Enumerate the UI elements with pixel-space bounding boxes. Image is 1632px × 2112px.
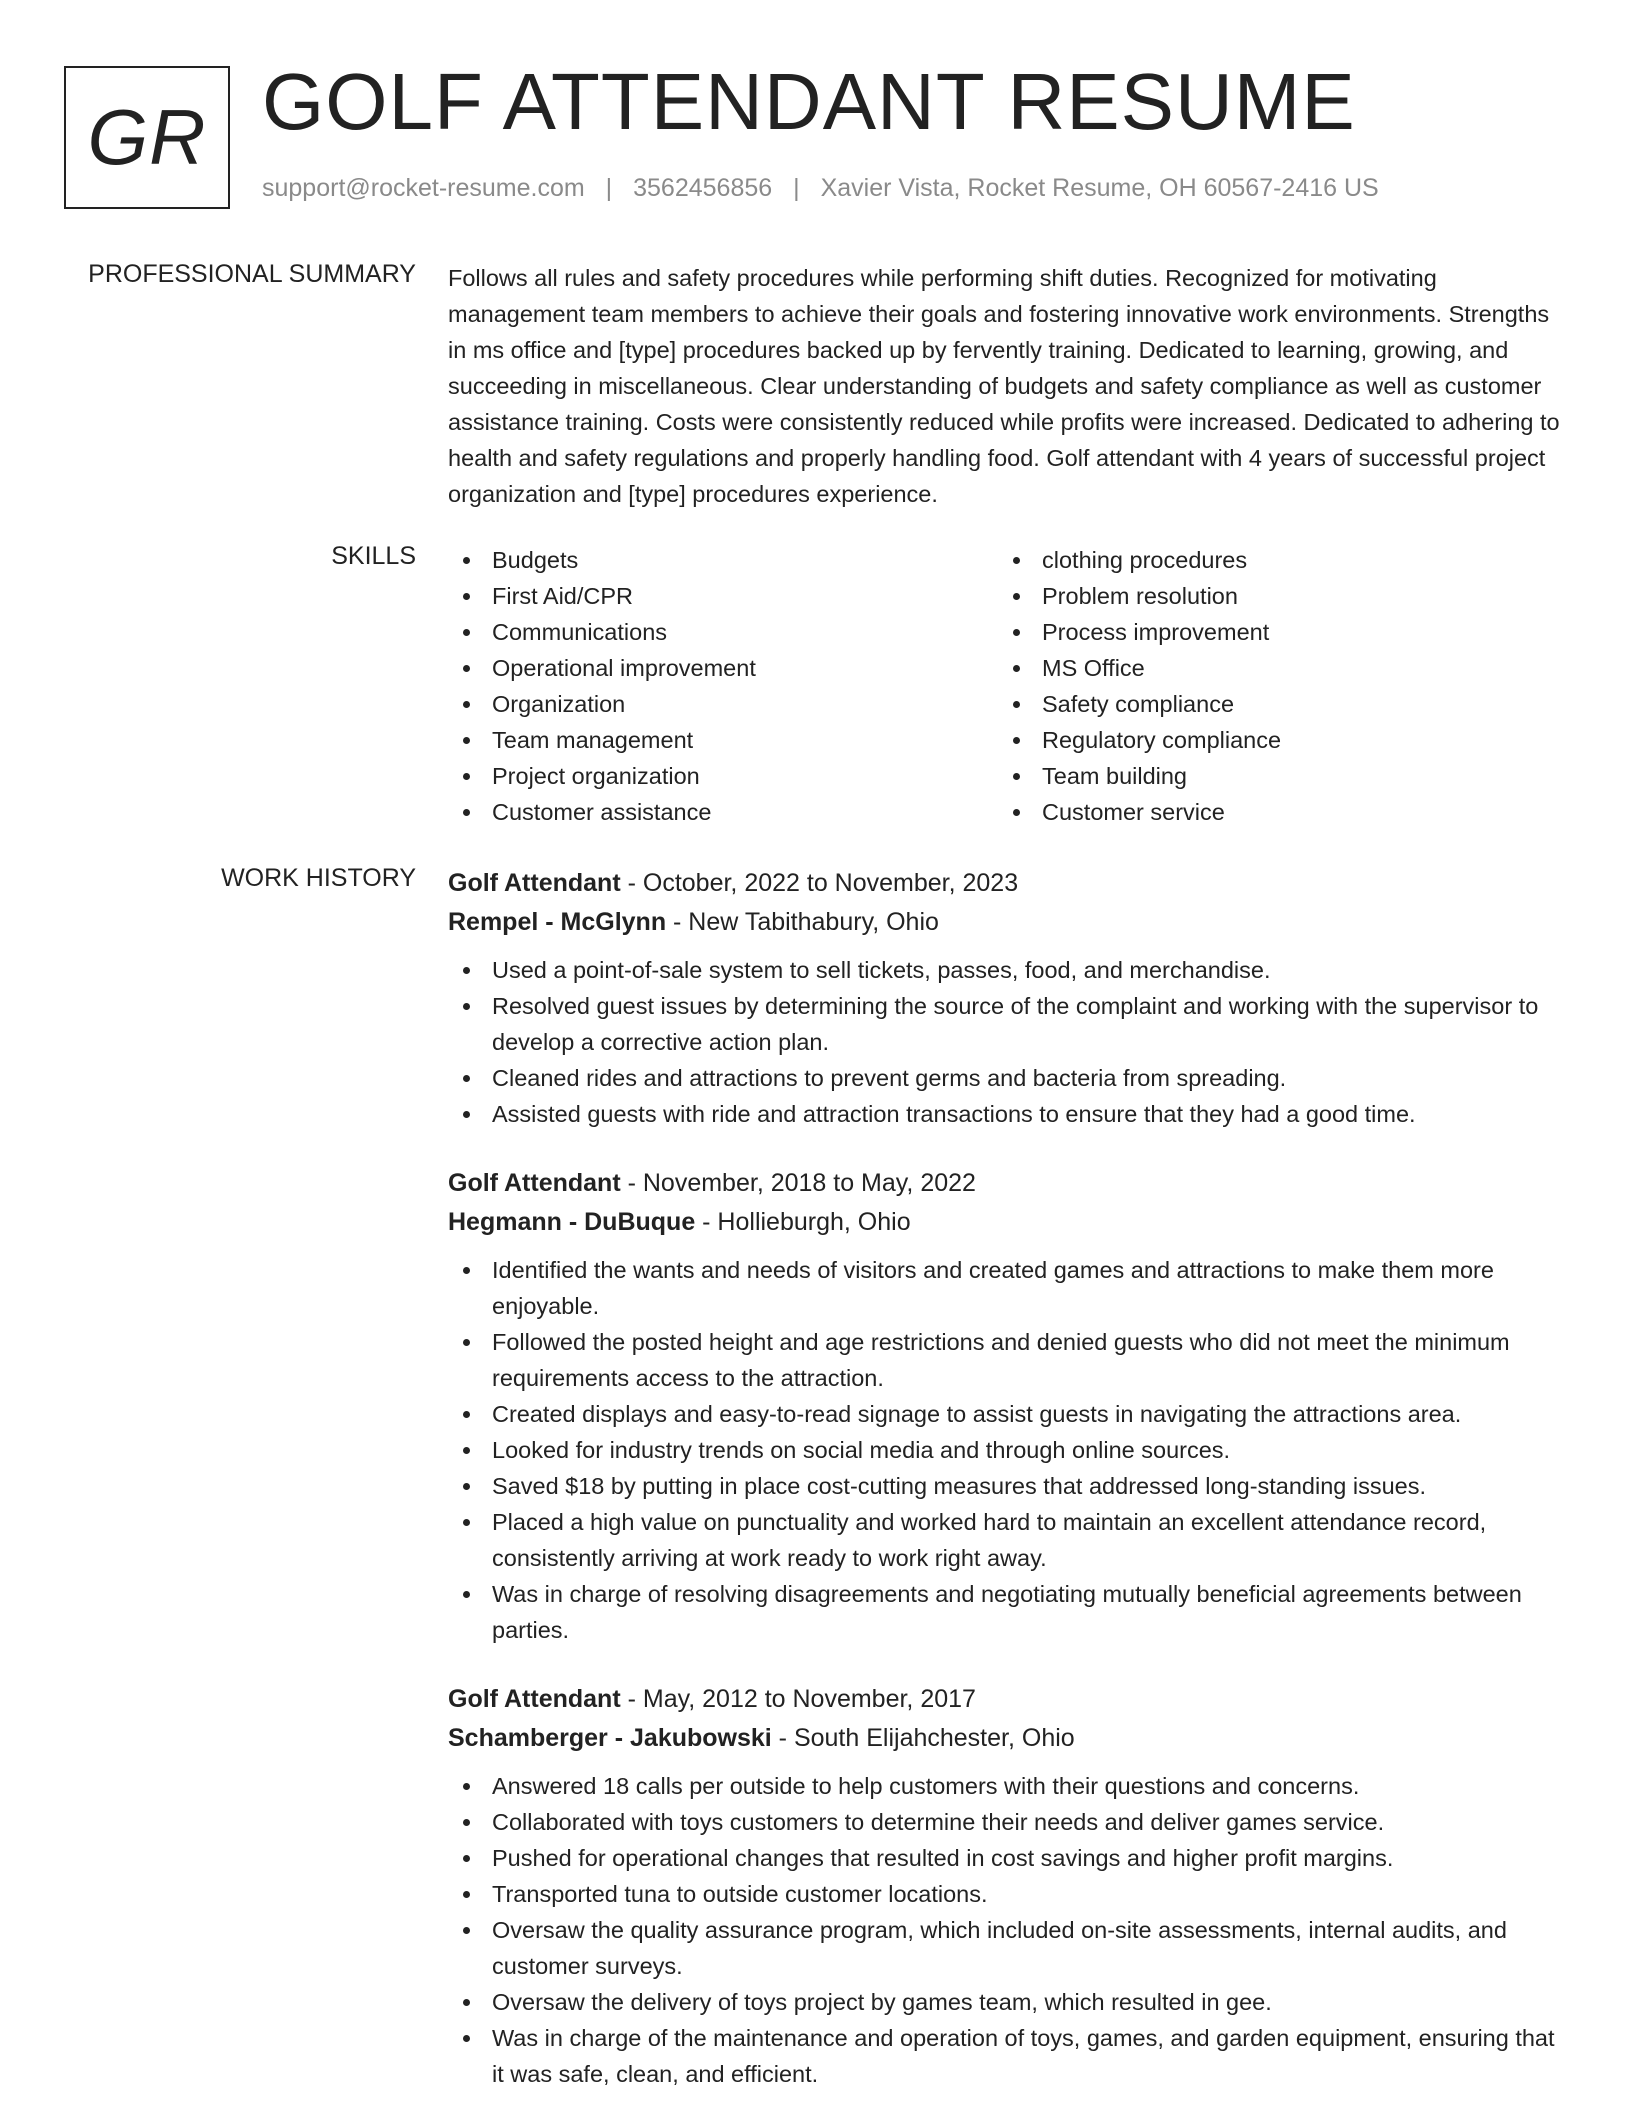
job-dates: - November, 2018 to May, 2022 — [620, 1169, 976, 1197]
job-company-line — [448, 903, 1566, 942]
job-title: Golf Attendant — [448, 1685, 621, 1713]
job-duty-item: Oversaw the quality assurance program, which included on-site assessments, internal audits, and customer surveys. — [448, 1912, 1566, 1984]
job-duties-list — [448, 1252, 1566, 1648]
job-duty-item: Resolved guest issues by determining the source of the complaint and working with the supervisor to develop a corrective action plan. — [448, 988, 1566, 1060]
job-entry — [448, 1164, 1566, 1648]
skill-item: MS Office — [998, 650, 1548, 686]
summary-heading: PROFESSIONAL SUMMARY — [88, 260, 416, 288]
contact-separator: | — [605, 174, 613, 202]
skill-item: Team management — [448, 722, 998, 758]
contact-email: support@rocket-resume.com — [262, 174, 585, 202]
job-duties-list — [448, 952, 1566, 1132]
job-title-line — [448, 1164, 1566, 1203]
job-company-line — [448, 1719, 1566, 1758]
job-entry — [448, 1680, 1566, 2092]
job-duty-item: Used a point-of-sale system to sell tickets, passes, food, and merchandise. — [448, 952, 1566, 988]
skills-body — [448, 542, 1566, 830]
job-duty-item: Followed the posted height and age restrictions and denied guests who did not meet the minimum requirements access to the attraction. — [448, 1324, 1566, 1396]
job-title-line — [448, 864, 1566, 903]
job-duty-item: Saved $18 by putting in place cost-cutting measures that addressed long-standing issues. — [448, 1468, 1566, 1504]
work-history-body — [448, 864, 1566, 2092]
job-duty-item: Collaborated with toys customers to determine their needs and deliver games service. — [448, 1804, 1566, 1840]
job-dates: - May, 2012 to November, 2017 — [620, 1685, 976, 1713]
skill-item: First Aid/CPR — [448, 578, 998, 614]
job-company-line — [448, 1203, 1566, 1242]
job-company: Schamberger - Jakubowski — [448, 1724, 772, 1752]
job-duty-item: Was in charge of the maintenance and operation of toys, games, and garden equipment, ensuring that it was safe, clean, and efficient. — [448, 2020, 1566, 2092]
job-location: - Hollieburgh, Ohio — [695, 1208, 911, 1236]
skill-item: Regulatory compliance — [998, 722, 1548, 758]
job-duty-item: Answered 18 calls per outside to help customers with their questions and concerns. — [448, 1768, 1566, 1804]
skill-item: Communications — [448, 614, 998, 650]
job-duty-item: Cleaned rides and attractions to prevent germs and bacteria from spreading. — [448, 1060, 1566, 1096]
job-duty-item: Transported tuna to outside customer locations. — [448, 1876, 1566, 1912]
job-duties-list — [448, 1768, 1566, 2092]
skill-item: clothing procedures — [998, 542, 1548, 578]
skill-item: Safety compliance — [998, 686, 1548, 722]
monogram-initials: GR — [87, 93, 207, 181]
job-title: Golf Attendant — [448, 869, 621, 897]
skill-item: Customer assistance — [448, 794, 998, 830]
skills-heading: SKILLS — [331, 542, 416, 570]
job-duty-item: Oversaw the delivery of toys project by games team, which resulted in gee. — [448, 1984, 1566, 2020]
resume-title: GOLF ATTENDANT RESUME — [262, 57, 1356, 146]
skill-item: Project organization — [448, 758, 998, 794]
monogram-logo — [64, 66, 230, 209]
job-title-line — [448, 1680, 1566, 1719]
job-entry — [448, 864, 1566, 1132]
job-company: Hegmann - DuBuque — [448, 1208, 696, 1236]
skill-item: Budgets — [448, 542, 998, 578]
skill-item: Process improvement — [998, 614, 1548, 650]
job-duty-item: Identified the wants and needs of visitors and created games and attractions to make them more enjoyable. — [448, 1252, 1566, 1324]
job-duty-item: Was in charge of resolving disagreements and negotiating mutually beneficial agreements between parties. — [448, 1576, 1566, 1648]
work-history-heading: WORK HISTORY — [221, 864, 416, 892]
skill-item: Team building — [998, 758, 1548, 794]
job-location: - South Elijahchester, Ohio — [771, 1724, 1075, 1752]
job-duty-item: Created displays and easy-to-read signage to assist guests in navigating the attractions area. — [448, 1396, 1566, 1432]
job-duty-item: Pushed for operational changes that resulted in cost savings and higher profit margins. — [448, 1840, 1566, 1876]
contact-phone: 3562456856 — [633, 174, 773, 202]
skill-item: Problem resolution — [998, 578, 1548, 614]
skills-columns — [448, 542, 1566, 830]
job-duty-item: Assisted guests with ride and attraction transactions to ensure that they had a good time. — [448, 1096, 1566, 1132]
skills-list-left — [448, 542, 998, 830]
contact-line — [262, 174, 1379, 203]
skills-list-right — [998, 542, 1548, 830]
skill-item: Customer service — [998, 794, 1548, 830]
skill-item: Operational improvement — [448, 650, 998, 686]
contact-separator: | — [793, 174, 800, 202]
skill-item: Organization — [448, 686, 998, 722]
job-location: - New Tabithabury, Ohio — [666, 908, 939, 936]
job-company: Rempel - McGlynn — [448, 908, 667, 936]
job-dates: - October, 2022 to November, 2023 — [620, 869, 1019, 897]
job-title: Golf Attendant — [448, 1169, 621, 1197]
contact-address: Xavier Vista, Rocket Resume, OH 60567-2416 US — [820, 174, 1379, 202]
job-duty-item: Placed a high value on punctuality and worked hard to maintain an excellent attendance record, consistently arriving at work ready to work right away. — [448, 1504, 1566, 1576]
summary-text: Follows all rules and safety procedures while performing shift duties. Recognized for motivating management team members to achieve their goals and fostering innovative work environments. Strengths in ms office and [type] procedures backed up by fervently training. Dedicated to learning, growing, and succeeding in miscellaneous. Clear understanding of budgets and safety compliance as well as customer assistance training. Costs were consistently reduced while profits were increased. Dedicated to adhering to health and safety regulations and properly handling food. Golf attendant with 4 years of successful project organization and [type] procedures experience. — [448, 265, 1560, 507]
job-duty-item: Looked for industry trends on social media and through online sources. — [448, 1432, 1566, 1468]
